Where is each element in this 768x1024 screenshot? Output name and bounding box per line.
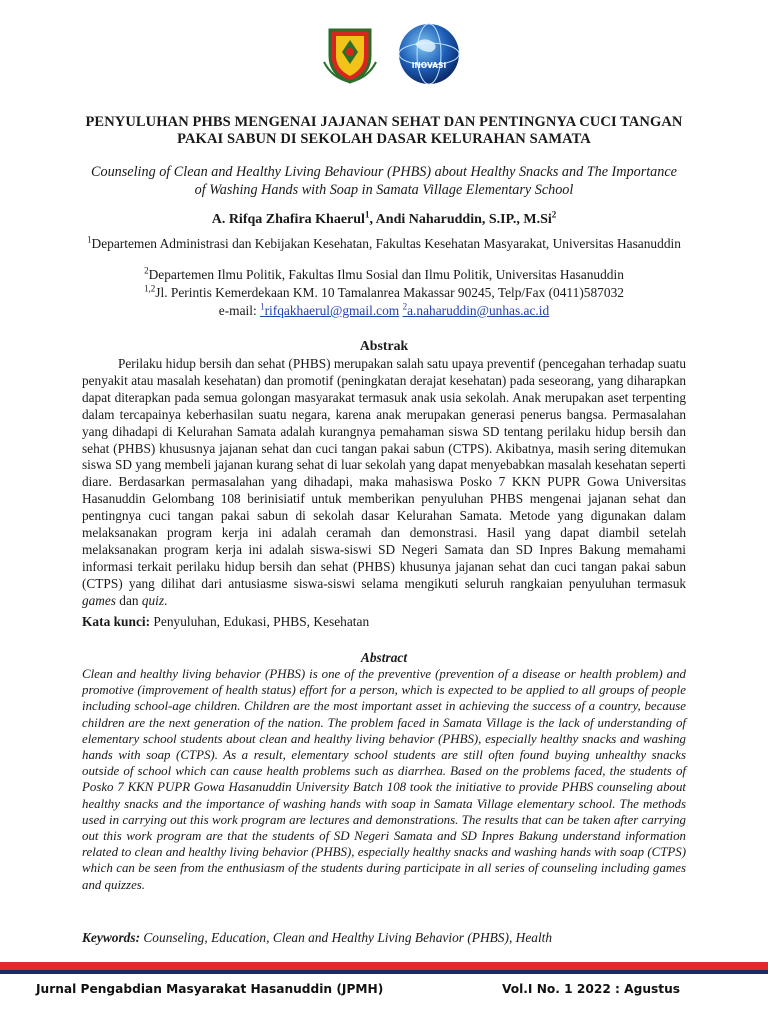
abstrak-end: .: [164, 592, 168, 608]
kkn-globe-logo-icon: [397, 22, 461, 86]
abstrak-mid: dan: [115, 592, 142, 608]
abstrak-body: [82, 356, 686, 610]
footer-journal-name: Jurnal Pengabdian Masyarakat Hasanuddin (JPMH): [36, 982, 384, 996]
affiliation-2-text: Departemen Ilmu Politik, Fakultas Ilmu Sosial dan Ilmu Politik, Universitas Hasanuddin: [148, 267, 624, 282]
affiliation-1-sup: 1: [87, 234, 92, 245]
email-1-text: rifqakhaerul@gmail.com: [264, 303, 400, 318]
author-2: Andi Naharuddin, S.IP., M.Si: [375, 212, 552, 227]
kata-kunci-text: Penyuluhan, Edukasi, PHBS, Kesehatan: [150, 614, 370, 629]
footer-band: [0, 962, 768, 976]
keywords-label: Keywords:: [82, 930, 141, 945]
author-2-sup: 2: [551, 209, 557, 220]
affiliation-address-sup: 1,2: [144, 283, 156, 294]
email-link-1[interactable]: [260, 303, 399, 318]
affiliation-2: [84, 267, 684, 283]
university-crest-icon: [322, 26, 378, 84]
email-2-text: a.naharuddin@unhas.ac.id: [407, 303, 550, 318]
abstrak-text: Perilaku hidup bersih dan sehat (PHBS) merupakan salah satu upaya preventif (pencegahan terhadap suatu penyakit atau masalah kesehatan) dan promotif (peningkatan derajat kesehatan) pada seseorang, yang diharapkan dapat diterapkan pada semua golongan masyarakat termasuk anak usia sekolah. Anak merupakan aset terpenting dalam tercapainya keberhasilan suatu negara, karena anak merupakan generasi penerus bangsa. Permasalahan yang dihadapi di Kelurahan Samata adalah kurangnya pemahaman siswa SD tentang perilaku hidup bersih dan sehat (PHBS) khususnya jajanan sehat dan cuci tangan pakai sabun (CTPS). Akibatnya, masih sering ditemukan siswa SD yang membeli jajanan kurang sehat di luar sekolah yang dapat menyebabkan masalah kesehatan seperti diare. Berdasarkan permasalahan yang dihadapi, maka mahasiswa Posko 7 KKN PUPR Gowa Universitas Hasanuddin Gelombang 108 berinisiatif untuk memberikan penyuluhan PHBS mengenai jajanan sehat dan pentingnya cuci tangan pakai sabun di sekolah dasar Kelurahan Samata. Metode yang digunakan dalam melaksanakan program kerja ini adalah ceramah dan demonstrasi. Hasil yang dapat diambil setelah melaksanakan program kerja ini adalah siswa-siswi SD Negeri Samata dan SD Inpres Bakung memahami informasi terkait perilaku hidup bersih dan sehat (PHBS) khusunya jajanan sehat dan cuci tangan pakai sabun (CTPS) yang dilihat dari antusiasme siswa-siswi selama mengikuti seluruh rangkaian penyuluhan termasuk: [82, 356, 686, 591]
affiliation-address: [84, 285, 684, 301]
keywords-text: Counseling, Education, Clean and Healthy Living Behavior (PHBS), Health: [140, 930, 553, 945]
footer-issue: Vol.I No. 1 2022 : Agustus: [501, 982, 680, 996]
author-1: A. Rifqa Zhafira Khaerul: [211, 212, 365, 227]
header-logos: [0, 22, 768, 88]
kata-kunci: [82, 614, 686, 630]
author-separator: ,: [369, 212, 376, 227]
abstract-body: Clean and healthy living behavior (PHBS) is one of the preventive (prevention of a disease or health problem) and promotive (improvement of health status) effort for a person, which is expected to be applied to all groups of people including school-age children. Children are the most important asset in achieving the success of a country, because children are the next generation of the nation. The problem faced in Samata Village is the lack of understanding of elementary school students about clean and healthy living behavior (PHBS), especially healthy snacks and washing hands with soap (CTPS). As a result, elementary school students are still often found buying unhealthy snacks outside of school which can cause health problems such as diarrhea. Based on the problems faced, the students of Posko 7 KKN PUPR Gowa Hasanuddin University Batch 108 took the initiative to provide PHBS counseling about healthy snacks and the importance of washing hands with soap in Samata Village elementary school. The methods used in carrying out this work program are lectures and demonstrations. The results that can be taken after carrying out this work program are that the students of SD Negeri Samata and SD Inpres Bakung understand information related to clean and healthy living behavior (PHBS), especially healthy snacks and washing hands with soap (CTPS) which can be seen from the enthusiasm of the students during participate in all series of counseling including games and quizzes.: [82, 667, 686, 892]
paper-title: PENYULUHAN PHBS MENGENAI JAJANAN SEHAT DAN PENTINGNYA CUCI TANGAN PAKAI SABUN DI SEKOLAH DASAR KELURAHAN SAMATA: [85, 114, 683, 147]
abstrak-heading: Abstrak: [359, 338, 409, 353]
author-1-sup: 1: [364, 209, 370, 220]
kata-kunci-label: Kata kunci:: [82, 614, 151, 629]
email-line: [84, 303, 684, 319]
affiliation-address-text: Jl. Perintis Kemerdekaan KM. 10 Tamalanrea Makassar 90245, Telp/Fax (0411)587032: [155, 285, 624, 300]
paper-title-english: Counseling of Clean and Healthy Living Behaviour (PHBS) about Healthy Snacks and The Importance of Washing Hands with Soap in Samata Village Elementary School: [91, 164, 677, 198]
email-link-2[interactable]: [403, 303, 550, 318]
email-label: e-mail:: [218, 303, 261, 318]
keywords: [82, 930, 686, 946]
abstrak-em-games: games: [82, 592, 116, 608]
email-1-sup: 1: [260, 301, 265, 312]
abstract-heading: Abstract: [360, 650, 408, 665]
affiliation-1-text: Departemen Administrasi dan Kebijakan Kesehatan, Fakultas Kesehatan Masyarakat, Universitas Hasanuddin: [91, 236, 681, 251]
email-2-sup: 2: [402, 301, 408, 312]
abstrak-em-quiz: quiz: [141, 592, 165, 608]
kkn-logo-text: INOVASI: [411, 61, 447, 70]
author-line: [84, 211, 684, 229]
footer-band-navy: [0, 970, 768, 974]
affiliation-2-sup: 2: [144, 265, 149, 276]
affiliation-1: [84, 236, 684, 252]
